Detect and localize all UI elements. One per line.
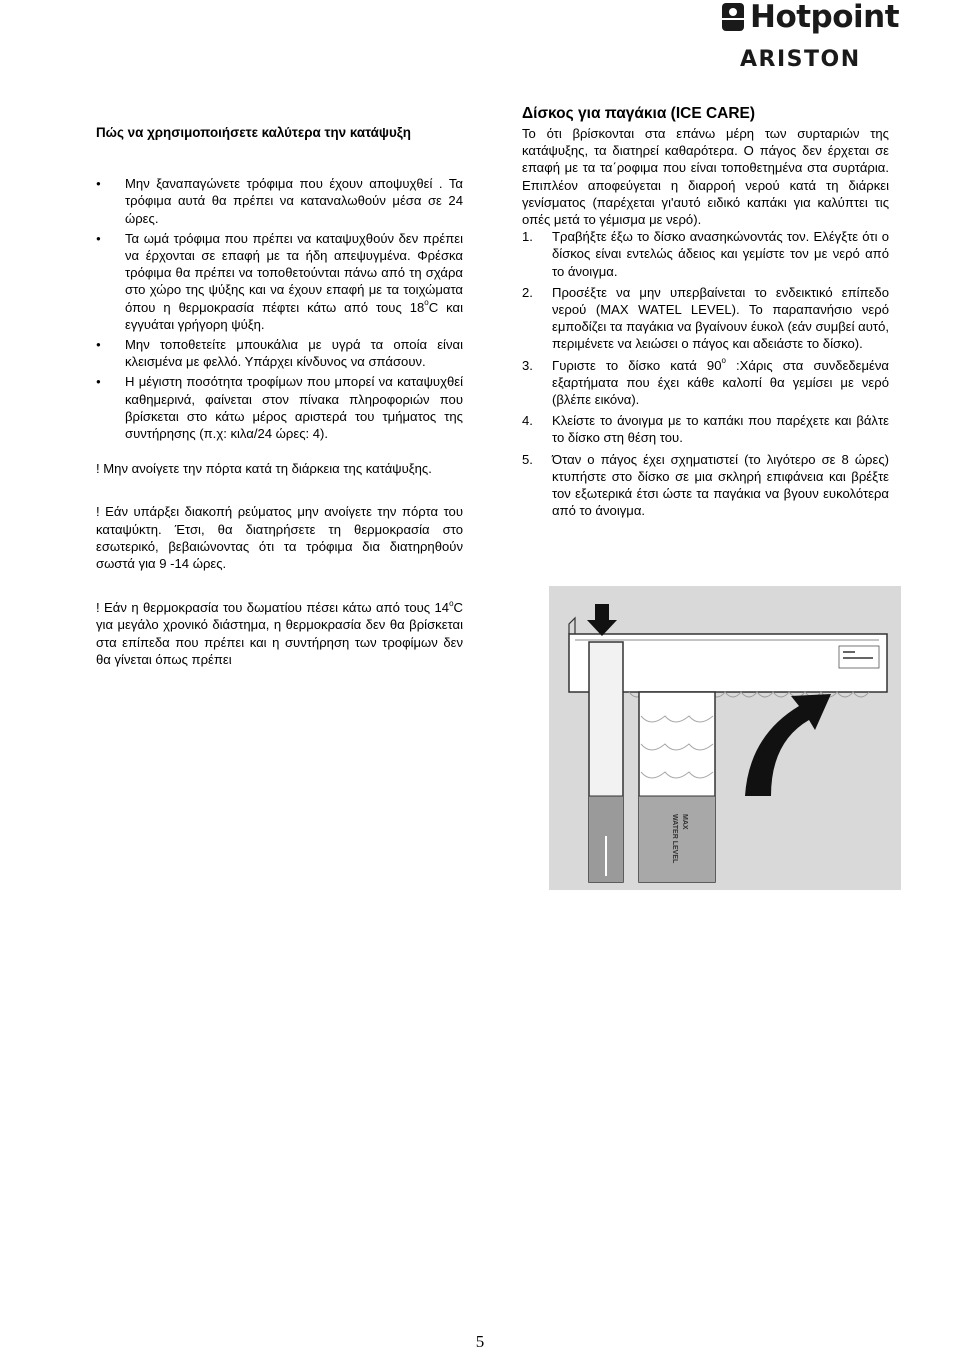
list-item [522,451,889,520]
ice-care-heading: Δίσκος για παγάκια (ICE CARE) [522,105,756,122]
water-level-label: WATER LEVEL [671,814,678,864]
left-column [96,124,463,668]
tip-text: Η μέγιστη ποσότητα τροφίμων που μπορεί να καταψυχθεί καθημερινά, φαίνεται στον πίνακα πληροφοριών που βρίσκεται στο κάτω μέρος αριστερά του τμήματος της συντήρησης (π.χ: κιλα/24 ώρες: 4). [125,374,463,442]
list-item [96,230,463,333]
tip-text: Τα ωμά τρόφιμα που πρέπει να καταψυχθούν δεν πρέπει να έρχονται σε επαφή με τα ήδη απεψυγμένα. Φρέσκα τρόφιμα θα πρέπει να τοποθετούνται πάνω από τη σχάρα στο χώρο της ψύξης και να έχουν επαφή με τα τοιχώματα όπου η θερμοκρασία πέφτει κάτω από τους 18 [125,230,463,315]
warning-text-tail: C για μεγάλο χρονικό διάστημα, η θερμοκρασία δεν θα βρίσκεται στα επίπεδα που πρέπει και η συντήρηση των τροφίμων δεν θα γίνεται όπως πρέπει [96,600,463,667]
ice-tray-drawing [549,586,901,890]
list-item [522,284,889,353]
list-item [96,336,463,370]
freezer-tips-list [96,175,463,442]
list-item [522,228,889,280]
step-number: 1. [522,229,533,245]
step-number: 2. [522,284,533,300]
warning-text: ! Εάν η θερμοκρασία του δωματίου πέσει κάτω από τους 14 [96,600,450,616]
step-text: Κλείστε το άνοιγμα με το καπάκι που παρέχετε και βάλτε το δίσκο στη θέση του. [552,413,889,446]
list-item [96,373,463,442]
degree-symbol: o [449,598,454,608]
warning-power-outage: ! Εάν υπάρξει διακοπή ρεύματος μην ανοίγετε την πόρτα του καταψύκτη. Έτσι, θα διατηρήσετε τη θερμοκρασία στο εσωτερικό, βεβαιώνοντας ότι τα τρόφιμα δια διατηρηθούν σωστά για 9 -14 ώρες. [96,504,463,572]
down-arrow-icon [587,604,617,636]
list-item [96,175,463,227]
warning-room-temperature [96,599,463,668]
right-column [522,104,889,519]
step-number: 5. [522,451,533,467]
brand-name: Hotpoint [750,0,900,35]
ice-tray-illustration [549,586,901,890]
ice-tray-steps [522,228,889,519]
ice-care-intro: Το ότι βρίσκονται στα επάνω μέρη των συρταριών της κατάψυξης, τα διατηρεί καθαρότερα. Ο πάγος δεν έρχεται σε επαφή με τα τα΄ροφιμα που είναι τοποθετημένα στα συρτάρια. Επιπλέον αποφεύγεται η διαρροή νερού κατά τη διάρκει γενίσματος (παρέχεται γι'αυτό ειδικό καπάκι για καλύπτει τις οπές μετά το γέμισμα με νερό). [522,126,889,228]
hotpoint-ariston-logo [722,0,898,74]
step-text-tail: :Χάρις στα συνδεδεμένα εξαρτήματα που έχει κάθε καλοπί θα γεμίσει με νερό (βλέπε εικόνα). [552,357,889,408]
hotpoint-logo-icon [722,3,744,31]
degree-symbol: o [424,298,429,308]
step-text: Όταν ο πάγος έχει σχηματιστεί (το λιγότερο σε 8 ώρες) κτυπήστε στο δίσκο σε μια σκληρή επιφάνεια και βρέξτε τον εξωτερικά έτσι ώστε τα παγάκια να βγουν ευκολότερα από το άνοιγμα. [552,451,889,519]
max-label: MAX [681,814,688,830]
vertical-tray [589,642,623,882]
step-number: 4. [522,413,533,429]
tip-text: Μην τοποθετείτε μπουκάλια με υγρά τα οποία είναι κλεισμένα με φελλό. Υπάρχει κίνδυνος να σπάσουν. [125,337,463,370]
list-item [522,357,889,409]
warning-door: ! Μην ανοίγετε την πόρτα κατά τη διάρκεια της κατάψυξης. [96,461,432,477]
tip-text-tail: C και εγγυάται γρήγορη ψύξη. [125,299,463,332]
curved-arrow-icon [745,694,831,796]
page-number: 5 [475,1332,485,1351]
tip-text: Μην ξαναπαγώνετε τρόφιμα που έχουν αποψυχθεί . Τα τρόφιμα αυτά θα πρέπει να καταναλωθούν μέσα σε 24 ώρες. [125,176,463,226]
degree-symbol: o [721,356,726,366]
step-text: Τραβήξτε έξω το δίσκο ανασηκώνοντάς τον. Ελέγξτε ότι ο δίσκος είναι εντελώς άδειος και γεμίστε τον με νερό από το άνοιγμα. [552,229,889,279]
tray-cells [639,692,715,882]
step-number: 3. [522,357,533,373]
step-text: Γυριστε το δίσκο κατά 90 [552,357,722,373]
freezer-usage-heading: Πώς να χρησιμοποιήσετε καλύτερα την κατάψυξη [96,125,411,140]
list-item [522,412,889,446]
sub-brand-name: ARISTON [740,47,861,72]
step-text: Προσέξτε να μην υπερβαίνεται το ενδεικτικό επίπεδο νερού (MAX WATEL LEVEL). Το παραπανήσιο νερό εμποδίζει τα παγάκια να βγαίνουν έυκολ (εάν συμβεί αυτό, περιμένετε να λειώσει ο πάγος και αδειάστε το δίσκο). [552,284,889,352]
